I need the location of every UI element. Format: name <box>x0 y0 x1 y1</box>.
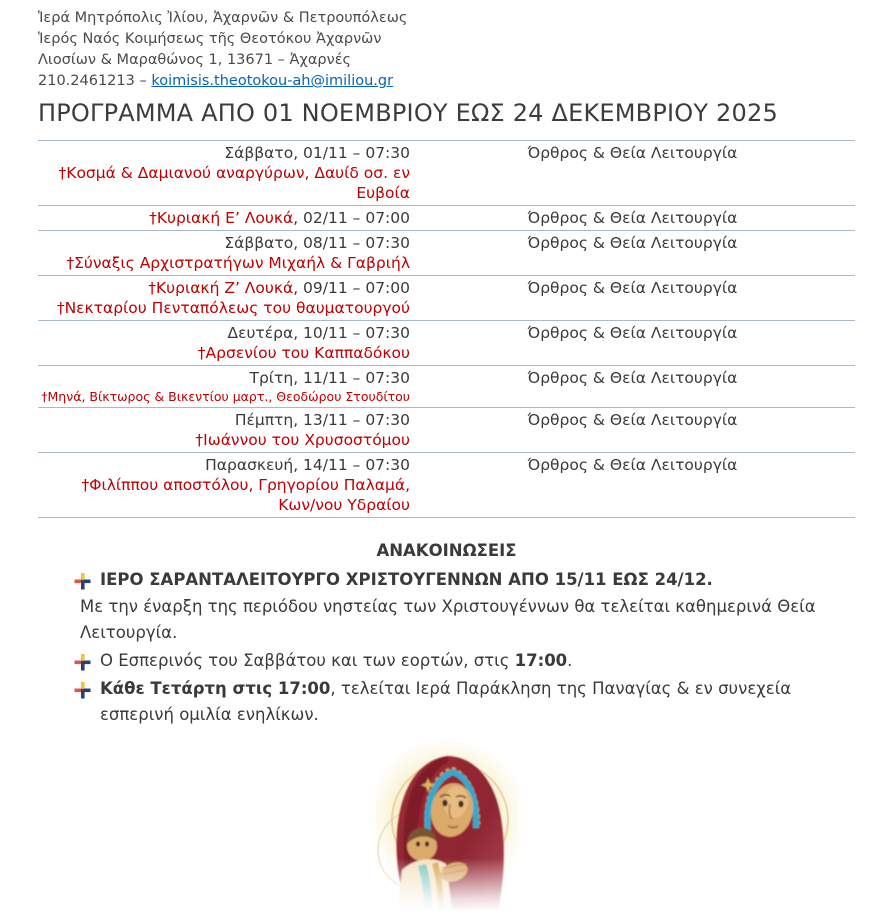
flag-marker-icon <box>74 681 91 698</box>
date-time: Σάββατο, 01/11 – 07:30 <box>224 144 410 162</box>
date-time: Τρίτη, 11/11 – 07:30 <box>249 369 410 387</box>
date-time: Πέμπτη, 13/11 – 07:30 <box>234 411 410 429</box>
saints-commemoration: †Φιλίππου αποστόλου, Γρηγορίου Παλαμά, <box>81 476 410 494</box>
service-label: Όρθρος & Θεία Λειτουργία <box>527 369 738 387</box>
feast-name: †Κυριακή Ε’ Λουκά <box>149 209 294 227</box>
service-label: Όρθρος & Θεία Λειτουργία <box>527 144 738 162</box>
announcement-bold-text: ΙΕΡΟ ΣΑΡΑΝΤΑΛΕΙΤΟΥΡΓΟ ΧΡΙΣΤΟΥΓΕΝΝΩΝ ΑΠΟ 15/11 ΕΩΣ 24/12. <box>100 570 713 589</box>
contact-line <box>38 71 855 92</box>
service-label: Όρθρος & Θεία Λειτουργία <box>527 234 738 252</box>
announcement-item: Κάθε Τετάρτη στις 17:00, τελείται Ιερά Παράκληση της Παναγίας & εν συνεχεία εσπερινή ομιλία ενηλίκων. <box>38 676 855 728</box>
saints-commemoration: †Κοσμά & Δαμιανού αναργύρων, Δαυίδ οσ. εν Ευβοία <box>58 164 410 202</box>
schedule-row <box>38 206 855 231</box>
saints-commemoration: †Ιωάννου του Χρυσοστόμου <box>195 431 410 449</box>
date-time: Δευτέρα, 10/11 – 07:30 <box>227 324 410 342</box>
date-time: Σάββατο, 08/11 – 07:30 <box>224 234 410 252</box>
feast-name: †Κυριακή Ζ’ Λουκά <box>148 279 294 297</box>
schedule-table <box>38 140 855 518</box>
date-time: †Κυριακή Ε’ Λουκά, 02/11 – 07:00 <box>149 209 410 227</box>
flag-marker-icon <box>74 653 91 670</box>
schedule-row <box>38 366 855 408</box>
service-label: Όρθρος & Θεία Λειτουργία <box>527 324 738 342</box>
announcement-item: Ο Εσπερινός του Σαββάτου και των εορτών, στις 17:00. <box>38 648 855 674</box>
service-label: Όρθρος & Θεία Λειτουργία <box>527 411 738 429</box>
announcement-bold-text: Κάθε Τετάρτη στις 17:00 <box>100 679 331 698</box>
letterhead <box>38 8 855 92</box>
schedule-row <box>38 408 855 453</box>
service-label: Όρθρος & Θεία Λειτουργία <box>527 279 738 297</box>
schedule-row <box>38 141 855 206</box>
schedule-row <box>38 231 855 276</box>
saints-commemoration: †Αρσενίου του Καππαδόκου <box>197 344 410 362</box>
saints-commemoration: Κων/νου Υδραίου <box>278 496 410 514</box>
announcements-section <box>38 538 855 728</box>
flag-marker-icon <box>74 572 91 589</box>
church-name-line: Ἱερός Ναός Κοιμήσεως τῆς Θεοτόκου Ἀχαρνῶν <box>38 31 382 47</box>
saints-commemoration: †Μηνά, Βίκτωρος & Βικεντίου μαρτ., Θεοδώρου Στουδίτου <box>41 389 410 404</box>
schedule-row <box>38 453 855 518</box>
schedule-row <box>38 276 855 321</box>
announcement-paragraph: Με την έναρξη της περιόδου νηστείας των Χριστουγέννων θα τελείται καθημερινά Θεία Λειτουργία. <box>80 597 816 642</box>
metropolis-line: Ἱερά Μητρόπολις Ἰλίου, Ἀχαρνῶν & Πετρουπόλεως <box>38 10 408 26</box>
announcement-item <box>38 567 855 593</box>
phone-number: 210.2461213 – <box>38 73 152 89</box>
saints-commemoration: †Σύναξις Αρχιστρατήγων Μιχαήλ & Γαβριήλ <box>66 254 410 272</box>
theotokos-icon <box>38 740 855 912</box>
date-time: †Κυριακή Ζ’ Λουκά, 09/11 – 07:00 <box>148 279 410 297</box>
service-label: Όρθρος & Θεία Λειτουργία <box>527 209 738 227</box>
saints-commemoration: †Νεκταρίου Πενταπόλεως του θαυματουργού <box>56 299 410 317</box>
address-line: Λιοσίων & Μαραθώνος 1, 13671 – Ἀχαρνές <box>38 52 352 68</box>
page-title: ΠΡΟΓΡΑΜΜΑ ΑΠΟ 01 ΝΟΕΜΒΡΙΟΥ ΕΩΣ 24 ΔΕΚΕΜΒΡΙΟΥ 2025 <box>38 99 778 127</box>
announcements-title: ΑΝΑΚΟΙΝΩΣΕΙΣ <box>376 541 517 560</box>
schedule-row <box>38 321 855 366</box>
email-link[interactable]: koimisis.theotokou-ah@imiliou.gr <box>151 73 394 89</box>
service-label: Όρθρος & Θεία Λειτουργία <box>527 456 738 474</box>
date-time: Παρασκευή, 14/11 – 07:30 <box>205 456 410 474</box>
